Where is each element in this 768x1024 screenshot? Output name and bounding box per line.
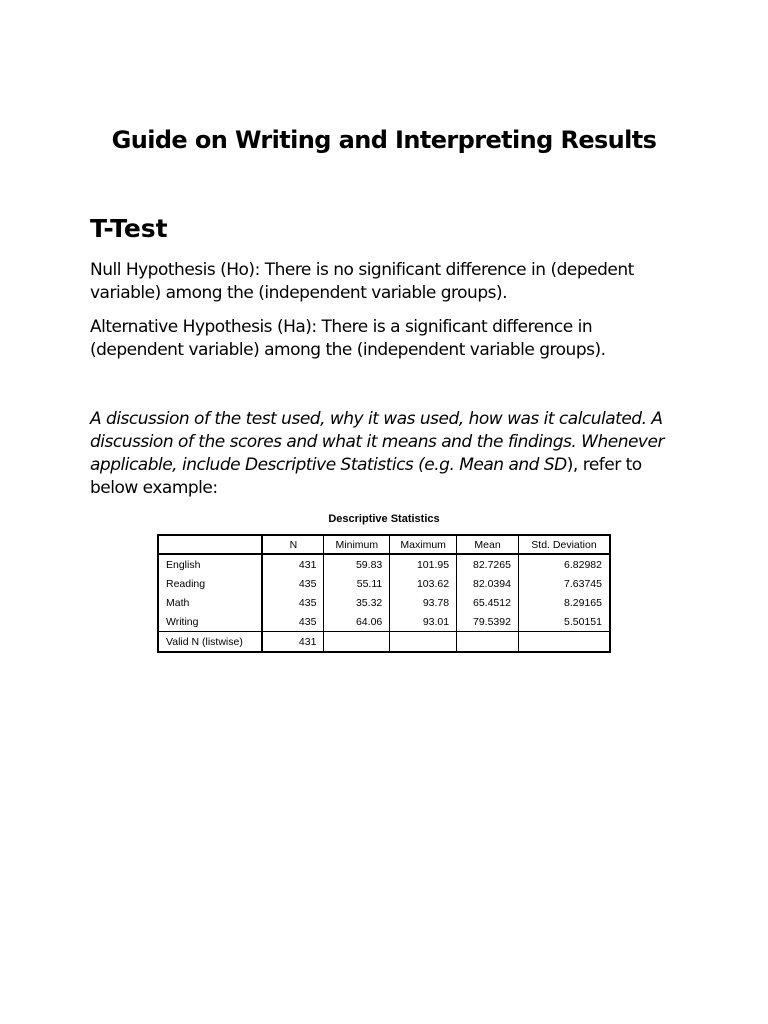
minimum-cell: 55.11 (324, 574, 390, 593)
row-label-cell: Valid N (listwise) (158, 632, 262, 653)
page-title: Guide on Writing and Interpreting Results (111, 126, 657, 154)
mean-cell: 82.7265 (457, 554, 519, 574)
n-cell: 431 (262, 632, 324, 653)
discussion-tail-text: ), refer to below example: (90, 455, 642, 498)
row-label-cell: English (158, 554, 262, 574)
maximum-cell: 93.78 (390, 593, 457, 612)
mean-cell: 82.0394 (457, 574, 519, 593)
descriptive-statistics-table (157, 534, 611, 653)
n-cell: 435 (262, 612, 324, 632)
table-row (158, 554, 610, 574)
std-deviation-cell: 6.82982 (518, 554, 610, 574)
std-deviation-cell: 8.29165 (518, 593, 610, 612)
minimum-cell: 35.32 (324, 593, 390, 612)
row-label-cell: Writing (158, 612, 262, 632)
std-deviation-cell: 5.50151 (518, 612, 610, 632)
header-minimum: Minimum (324, 535, 390, 554)
table-row (158, 574, 610, 593)
discussion-paragraph (90, 408, 690, 500)
table-row (158, 612, 610, 632)
header-std-deviation: Std. Deviation (518, 535, 610, 554)
descriptive-statistics-title: Descriptive Statistics (328, 513, 440, 525)
minimum-cell (324, 632, 390, 653)
null-hypothesis-paragraph: Null Hypothesis (Ho): There is no significant difference in (depedent variable) among the (independent variable groups). (90, 260, 634, 303)
mean-cell (457, 632, 519, 653)
maximum-cell (390, 632, 457, 653)
header-corner-cell (158, 535, 262, 554)
header-maximum: Maximum (390, 535, 457, 554)
header-mean: Mean (457, 535, 519, 554)
table-header-row (158, 535, 610, 554)
section-heading-t-test: T-Test (90, 214, 168, 243)
mean-cell: 65.4512 (457, 593, 519, 612)
discussion-italic-text: A discussion of the test used, why it was used, how was it calculated. A discussion of the scores and what it means and the findings. Whenever applicable, include Descriptive Statistics (e.g. Mean and SD (90, 409, 664, 475)
maximum-cell: 101.95 (390, 554, 457, 574)
maximum-cell: 103.62 (390, 574, 457, 593)
table-row (158, 593, 610, 612)
table-row-valid-n (158, 632, 610, 653)
header-n: N (262, 535, 324, 554)
maximum-cell: 93.01 (390, 612, 457, 632)
n-cell: 435 (262, 574, 324, 593)
n-cell: 435 (262, 593, 324, 612)
mean-cell: 79.5392 (457, 612, 519, 632)
n-cell: 431 (262, 554, 324, 574)
std-deviation-cell: 7.63745 (518, 574, 610, 593)
std-deviation-cell (518, 632, 610, 653)
minimum-cell: 64.06 (324, 612, 390, 632)
minimum-cell: 59.83 (324, 554, 390, 574)
row-label-cell: Reading (158, 574, 262, 593)
row-label-cell: Math (158, 593, 262, 612)
alternative-hypothesis-paragraph: Alternative Hypothesis (Ha): There is a significant difference in (dependent variable) among the (independent variable groups). (90, 317, 606, 360)
